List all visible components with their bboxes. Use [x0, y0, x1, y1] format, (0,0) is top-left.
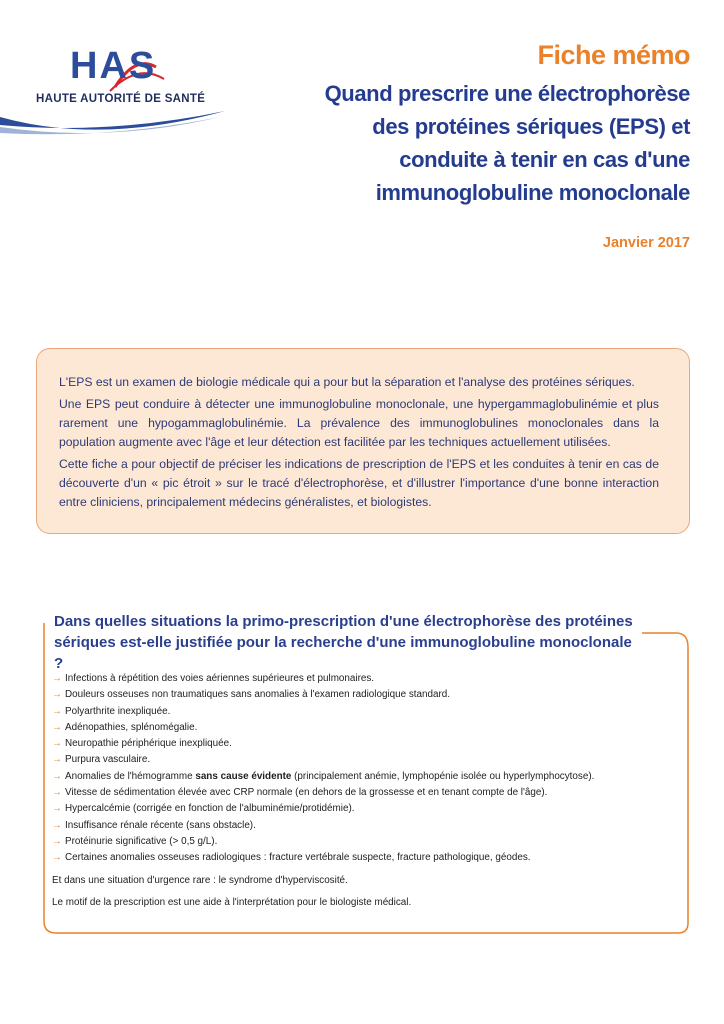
arrow-icon: → [52, 705, 62, 717]
arrow-icon: → [52, 803, 62, 815]
intro-paragraph: Cette fiche a pour objectif de préciser les indications de prescription de l'EPS et les conduites à tenir en cas de découverte d'un « pic étroit » sur le tracé d'électrophorèse, et d'illustrer l'importance d'une bonne interaction entre cliniciens, principalement médecins généralistes, et biologistes. [59, 457, 659, 509]
motive-note: Le motif de la prescription est une aide à l'interprétation pour le biologiste médical. [52, 897, 412, 908]
list-item [52, 671, 672, 687]
intro-paragraph: Une EPS peut conduire à détecter une immunoglobuline monoclonale, une hypergammaglobulinémie et plus rarement une hypogammaglobulinémie. La prévalence des immunoglobulines monoclonales dans la population augmente avec l'âge et leur détection est facilitée par les techniques actuellement utilisées. [59, 397, 659, 449]
indications-section [36, 605, 690, 935]
list-item [52, 720, 672, 736]
arrow-icon: → [52, 673, 62, 684]
list-item-text: (principalement anémie, lymphopénie isolée ou hyperlymphocytose). [291, 770, 595, 782]
list-item [52, 687, 672, 703]
list-item [52, 752, 672, 768]
list-item-text: Polyarthrite inexpliquée. [65, 705, 171, 717]
document-date: Janvier 2017 [602, 235, 690, 251]
list-item-emphasis: sans cause évidente [195, 770, 292, 782]
document-header [270, 40, 690, 209]
arrow-icon: → [52, 770, 62, 782]
list-item-text: Certaines anomalies osseuses radiologiques : fracture vertébrale suspecte, fracture pathologique, géodes. [65, 852, 531, 864]
list-item-text: Hypercalcémie (corrigée en fonction de l'albuminémie/protidémie). [65, 803, 355, 815]
document-title [270, 77, 690, 209]
logo-letters: HAS [70, 45, 157, 87]
arrow-icon: → [52, 738, 62, 750]
title-line: Quand prescrire une électrophorèse [324, 81, 690, 106]
arrow-icon: → [52, 721, 62, 733]
list-item [52, 818, 672, 834]
list-item-text: Purpura vasculaire. [65, 754, 151, 766]
list-item [52, 785, 672, 801]
section-title: Dans quelles situations la primo-prescription d'une électrophorèse des protéines sériques est-elle justifiée pour la recherche d'une immunoglobuline monoclonale ? [54, 611, 642, 674]
title-line: immunoglobuline monoclonale [375, 180, 690, 205]
list-item-text: Neuropathie périphérique inexpliquée. [65, 738, 232, 750]
intro-box [36, 348, 690, 534]
list-item [52, 801, 672, 817]
intro-paragraph: L'EPS est un examen de biologie médicale qui a pour but la séparation et l'analyse des protéines sériques. [59, 375, 635, 389]
list-item-text: Douleurs osseuses non traumatiques sans anomalies à l'examen radiologique standard. [65, 689, 451, 701]
urgency-note: Et dans une situation d'urgence rare : le syndrome d'hyperviscosité. [52, 875, 348, 886]
list-item-text: Vitesse de sédimentation élevée avec CRP normale (en dehors de la grossesse et en tenant compte de l'âge). [65, 787, 548, 799]
logo-band-icon [0, 103, 230, 143]
list-item-text: Insuffisance rénale récente (sans obstacle). [65, 819, 256, 831]
indications-list [52, 671, 672, 867]
arrow-icon: → [52, 787, 62, 799]
arrow-icon: → [52, 835, 62, 847]
title-line: des protéines sériques (EPS) et [372, 114, 690, 139]
list-item [52, 834, 672, 850]
logo-subtitle: HAUTE AUTORITÉ DE SANTÉ [36, 93, 206, 105]
document-type: Fiche mémo [537, 40, 690, 70]
arrow-icon: → [52, 689, 62, 701]
arrow-icon: → [52, 852, 62, 864]
list-item-text: Adénopathies, splénomégalie. [65, 721, 198, 733]
list-item-text: Anomalies de l'hémogramme [65, 770, 196, 782]
arrow-icon: → [52, 819, 62, 831]
has-logo [0, 35, 230, 145]
list-item-text: Infections à répétition des voies aériennes supérieures et pulmonaires. [65, 673, 375, 684]
arrow-icon: → [52, 754, 62, 766]
list-item [52, 704, 672, 720]
list-item [52, 769, 672, 785]
title-line: conduite à tenir en cas d'une [399, 147, 690, 172]
list-item [52, 736, 672, 752]
list-item-text: Protéinurie significative (> 0,5 g/L). [65, 835, 218, 847]
list-item [52, 850, 672, 866]
